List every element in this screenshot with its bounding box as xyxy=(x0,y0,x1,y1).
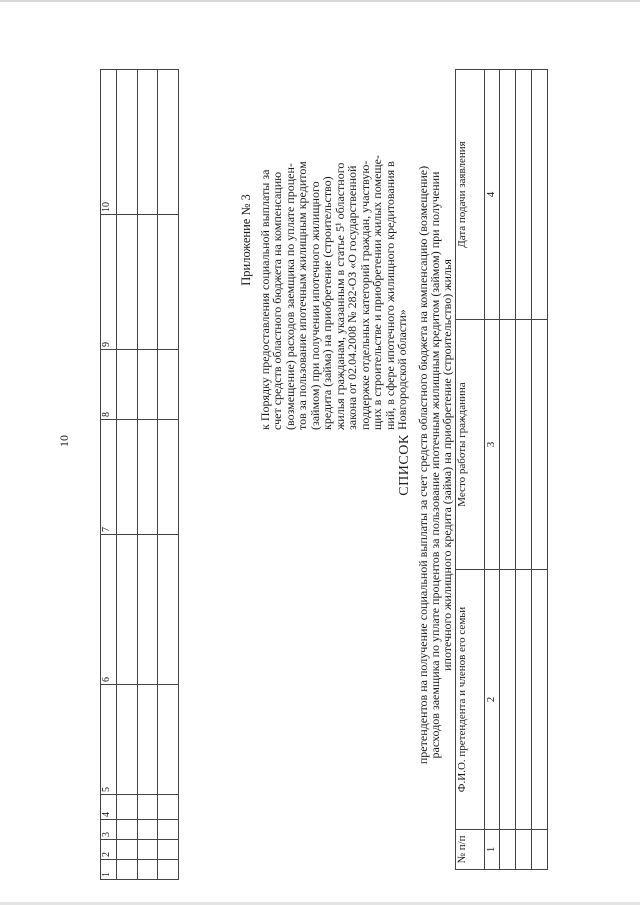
column-number: 6 xyxy=(101,535,117,685)
column-number: 2 xyxy=(485,570,500,830)
appendix-line: Новгородской области» xyxy=(395,309,409,430)
table-header-row xyxy=(101,70,117,880)
table-header-row xyxy=(456,70,485,870)
appendix-line: к Порядку предоставления социальной выплаты за xyxy=(257,169,272,430)
scan-edge-top xyxy=(0,0,640,2)
list-description-line: претендентов на получение социальной выплаты за счет средств областного бюджета на компенсацию (возмещение) xyxy=(416,165,430,765)
appendix-line: кредита (займа) на приобретение (строительство) xyxy=(320,176,334,430)
column-number: 2 xyxy=(101,840,117,860)
appendix-line: жилья гражданам, указанным в статье 5¹ областного xyxy=(332,162,347,430)
applicants-table xyxy=(455,69,548,870)
appendix-line: щих в строительстве и приобретении жилых помеще- xyxy=(370,155,384,430)
column-number: 4 xyxy=(101,795,117,820)
page-number: 10 xyxy=(57,435,71,447)
list-title: СПИСОК xyxy=(397,434,412,496)
appendix-line: тов за пользование ипотечным жилищным кредитом xyxy=(295,161,309,430)
column-number: 1 xyxy=(101,860,117,880)
column-number: 4 xyxy=(485,70,500,320)
table-row xyxy=(158,70,179,880)
header-cell-number: № п/п xyxy=(456,830,485,870)
appendix-title: Приложение № 3 xyxy=(239,194,253,286)
table-row xyxy=(137,70,158,880)
column-number: 7 xyxy=(101,420,117,535)
column-number: 9 xyxy=(101,215,117,350)
appendix-line: поддержке отдельных категорий граждан, участвую- xyxy=(357,160,372,430)
table-row xyxy=(532,70,548,870)
appendix-block xyxy=(240,50,409,430)
appendix-line: (займом) при получении ипотечного жилищного xyxy=(307,181,322,430)
continuation-table xyxy=(100,69,179,880)
appendix-line: (возмещение) расходов заемщика по уплате процен- xyxy=(282,163,297,430)
list-description-line: расходов заемщика по уплате процентов за пользование ипотечным жилищным кредитом (займом) при получении xyxy=(428,171,442,759)
column-number: 8 xyxy=(101,350,117,420)
appendix-text xyxy=(259,50,409,430)
table-row xyxy=(117,70,138,880)
list-description-line: ипотечного жилищного кредита (займа) на приобретение (строительство) жилья xyxy=(440,259,454,671)
appendix-line: закона от 02.04.2008 № 282-ОЗ «О государственной xyxy=(345,165,359,430)
table-row xyxy=(500,70,516,870)
column-number-row xyxy=(485,70,500,870)
column-number: 1 xyxy=(485,830,500,870)
header-cell-name: Ф.И.О. претендента и членов его семьи xyxy=(456,570,485,830)
header-cell-date: Дата подачи заявления xyxy=(456,70,485,320)
column-number: 10 xyxy=(101,70,117,215)
list-description xyxy=(417,40,453,890)
column-number: 5 xyxy=(101,685,117,795)
header-cell-workplace: Место работы гражданина xyxy=(456,320,485,570)
column-number: 3 xyxy=(485,320,500,570)
appendix-line: ний, в сфере ипотечного жилищного кредитования в xyxy=(382,161,397,430)
column-number: 3 xyxy=(101,820,117,840)
table-row xyxy=(516,70,532,870)
appendix-line: счет средств областного бюджета на компенсацию xyxy=(270,171,284,430)
rotated-page-content xyxy=(100,40,540,890)
